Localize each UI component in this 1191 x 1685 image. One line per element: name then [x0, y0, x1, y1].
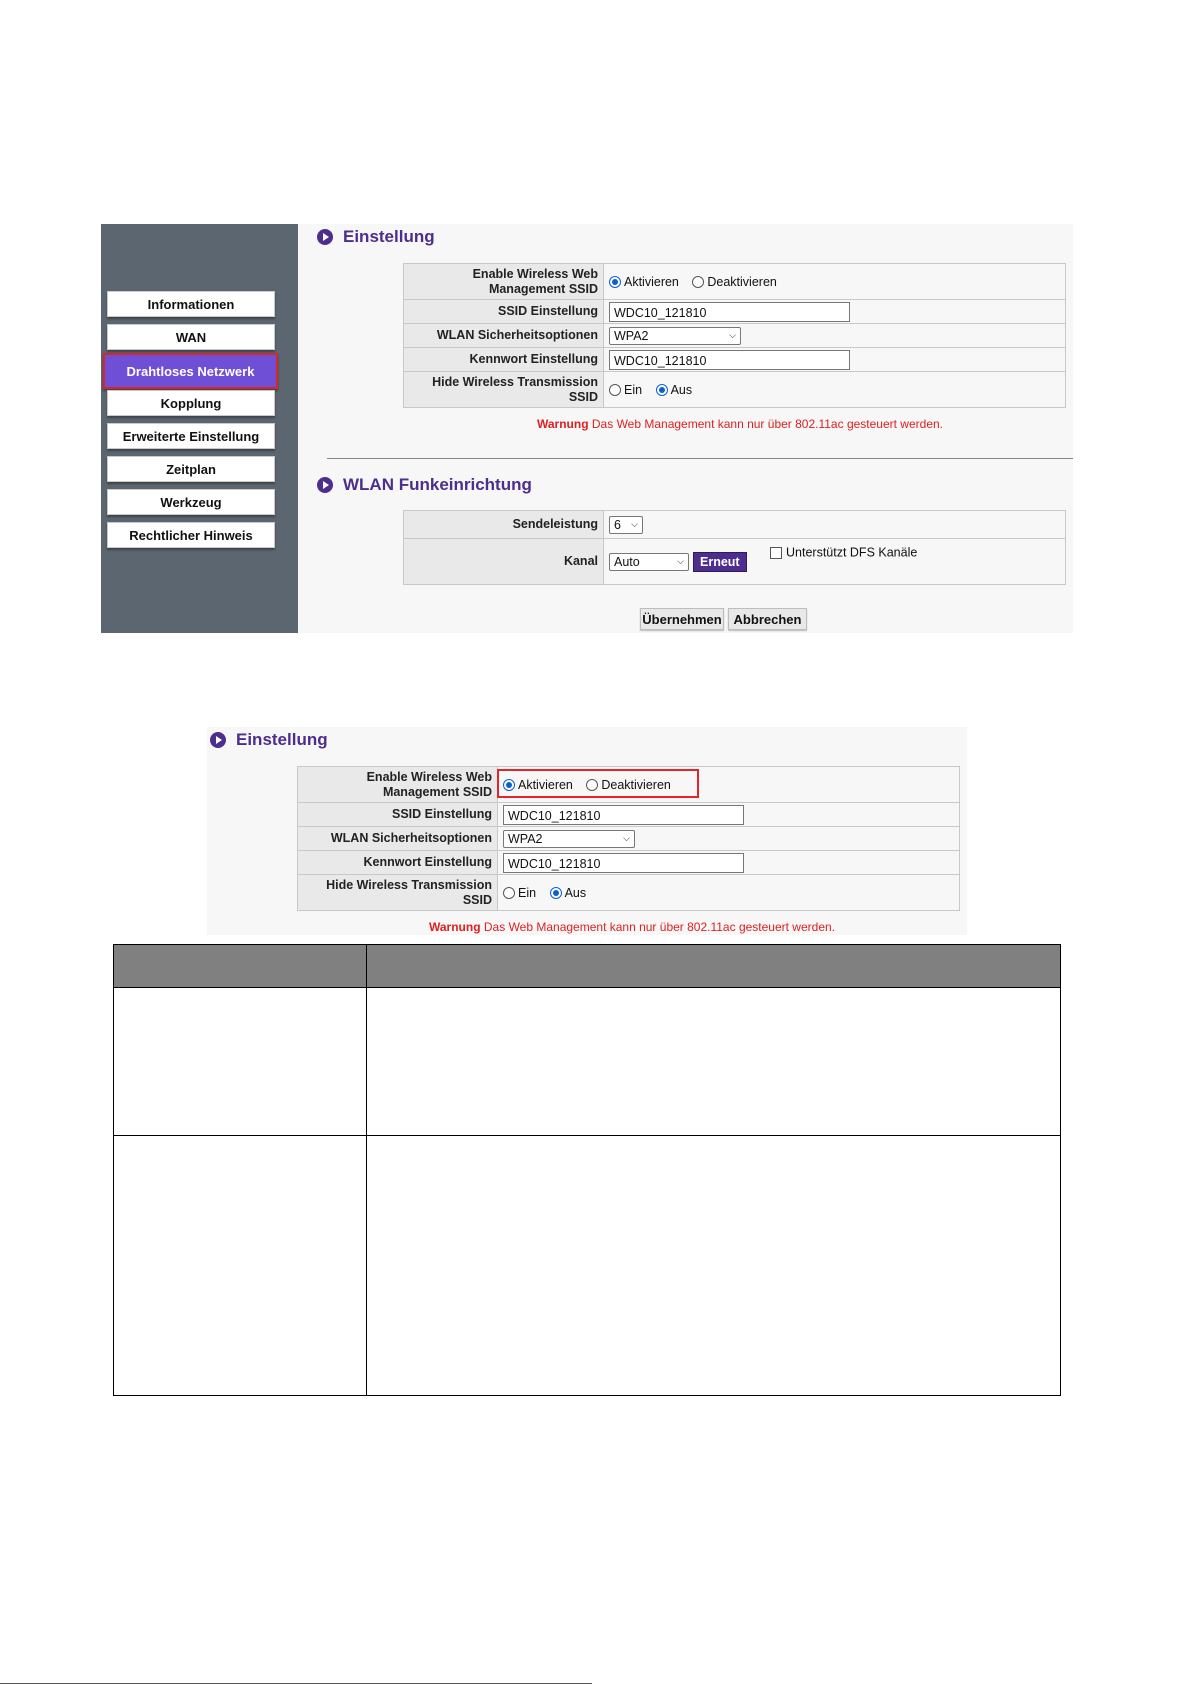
- nav-kopplung[interactable]: Kopplung: [107, 390, 275, 416]
- dfs-label: Unterstützt DFS Kanäle: [786, 545, 918, 560]
- highlight-box: [497, 769, 699, 798]
- play-bullet-icon: [210, 732, 226, 748]
- enable-web-label: Enable Wireless Web Management SSID: [404, 264, 604, 300]
- hide-ssid-label: Hide Wireless Transmission SSID: [404, 372, 604, 408]
- ssid-label: SSID Einstellung: [404, 300, 604, 324]
- section-title-text: Einstellung: [236, 730, 328, 749]
- hide-ssid-options: [604, 372, 1066, 408]
- radio-aktivieren[interactable]: [609, 276, 621, 288]
- play-bullet-icon: [317, 229, 333, 245]
- channel-select[interactable]: [609, 553, 689, 571]
- section-title-wlan-funkeinrichtung: [317, 475, 532, 495]
- enable-web-label: Enable Wireless Web Management SSID: [298, 767, 498, 803]
- password-label: Kennwort Einstellung: [404, 348, 604, 372]
- radio-aus-label: Aus: [564, 885, 587, 900]
- chevron-down-icon: ⌵: [631, 519, 638, 529]
- footer-line: [0, 1683, 592, 1684]
- router-settings-screenshot: [101, 224, 1073, 633]
- ssid-input[interactable]: WDC10_121810: [609, 302, 850, 322]
- nav-erweiterte-einstellung[interactable]: Erweiterte Einstellung: [107, 423, 275, 449]
- power-select-value: 6: [614, 517, 621, 532]
- chevron-down-icon: ⌵: [623, 833, 630, 843]
- apply-button[interactable]: Übernehmen: [640, 608, 724, 630]
- password-label: Kennwort Einstellung: [298, 851, 498, 875]
- warning-message: [429, 920, 835, 934]
- einstellung-crop-screenshot: [207, 727, 967, 935]
- divider: [327, 458, 1073, 459]
- channel-select-value: Auto: [614, 554, 640, 569]
- play-bullet-icon: [317, 477, 333, 493]
- section-title-text: WLAN Funkeinrichtung: [343, 475, 532, 494]
- radio-aus[interactable]: [656, 384, 668, 396]
- hide-ssid-label: Hide Wireless Transmission SSID: [298, 875, 498, 911]
- cancel-button[interactable]: Abbrechen: [728, 608, 807, 630]
- table-row-divider: [114, 1135, 1060, 1136]
- warning-label: Warnung: [429, 920, 481, 934]
- enable-web-options: [604, 264, 1066, 300]
- warning-text: Das Web Management kann nur über 802.11ac gesteuert werden.: [591, 417, 943, 431]
- power-label: Sendeleistung: [404, 511, 604, 539]
- sidebar: [101, 224, 298, 633]
- radio-deaktivieren[interactable]: [692, 276, 704, 288]
- chevron-down-icon: ⌵: [729, 330, 736, 340]
- security-select-value: WPA2: [614, 328, 649, 343]
- security-label: WLAN Sicherheitsoptionen: [298, 827, 498, 851]
- radio-aktivieren-label: Aktivieren: [518, 777, 573, 792]
- ssid-input[interactable]: WDC10_121810: [503, 805, 744, 825]
- description-table: [113, 944, 1061, 1396]
- table-column-divider: [366, 945, 367, 1395]
- radio-ein[interactable]: [609, 384, 621, 396]
- radio-ein[interactable]: [503, 887, 515, 899]
- section-title-einstellung: [210, 730, 328, 750]
- radio-ein-label: Ein: [518, 885, 537, 900]
- warning-label: Warnung: [537, 417, 589, 431]
- dfs-checkbox[interactable]: [770, 547, 782, 559]
- channel-label: Kanal: [404, 539, 604, 585]
- nav-wan[interactable]: WAN: [107, 324, 275, 350]
- security-label: WLAN Sicherheitsoptionen: [404, 324, 604, 348]
- nav-werkzeug[interactable]: Werkzeug: [107, 489, 275, 515]
- radio-ein-label: Ein: [624, 382, 643, 397]
- ssid-label: SSID Einstellung: [298, 803, 498, 827]
- radio-deaktivieren-label: Deaktivieren: [707, 274, 777, 289]
- warning-message: [537, 417, 943, 431]
- warning-text: Das Web Management kann nur über 802.11ac gesteuert werden.: [483, 920, 835, 934]
- security-select[interactable]: [503, 830, 635, 848]
- nav-zeitplan[interactable]: Zeitplan: [107, 456, 275, 482]
- refresh-button[interactable]: Erneut: [693, 552, 747, 572]
- nav-rechtlicher-hinweis[interactable]: Rechtlicher Hinweis: [107, 522, 275, 548]
- section-title-einstellung: [317, 227, 435, 247]
- security-select-value: WPA2: [508, 831, 543, 846]
- table-row-divider: [114, 987, 1060, 988]
- password-input[interactable]: WDC10_121810: [503, 853, 744, 873]
- chevron-down-icon: ⌵: [677, 556, 684, 566]
- nav-drahtloses-netzwerk[interactable]: Drahtloses Netzwerk: [103, 353, 278, 389]
- radio-aktivieren-label: Aktivieren: [624, 274, 679, 289]
- section-title-text: Einstellung: [343, 227, 435, 246]
- settings-table: [403, 263, 1066, 408]
- radio-aus[interactable]: [550, 887, 562, 899]
- radio-deaktivieren-label: Deaktivieren: [601, 777, 671, 792]
- power-select[interactable]: [609, 516, 643, 534]
- dfs-option: [770, 545, 917, 560]
- radio-aus-label: Aus: [670, 382, 693, 397]
- nav-informationen[interactable]: Informationen: [107, 291, 275, 317]
- radio-table: [403, 510, 1066, 585]
- password-input[interactable]: WDC10_121810: [609, 350, 850, 370]
- table-header: [114, 945, 1060, 987]
- hide-ssid-options: [498, 875, 960, 911]
- channel-options: [604, 539, 1066, 585]
- security-select[interactable]: [609, 327, 741, 345]
